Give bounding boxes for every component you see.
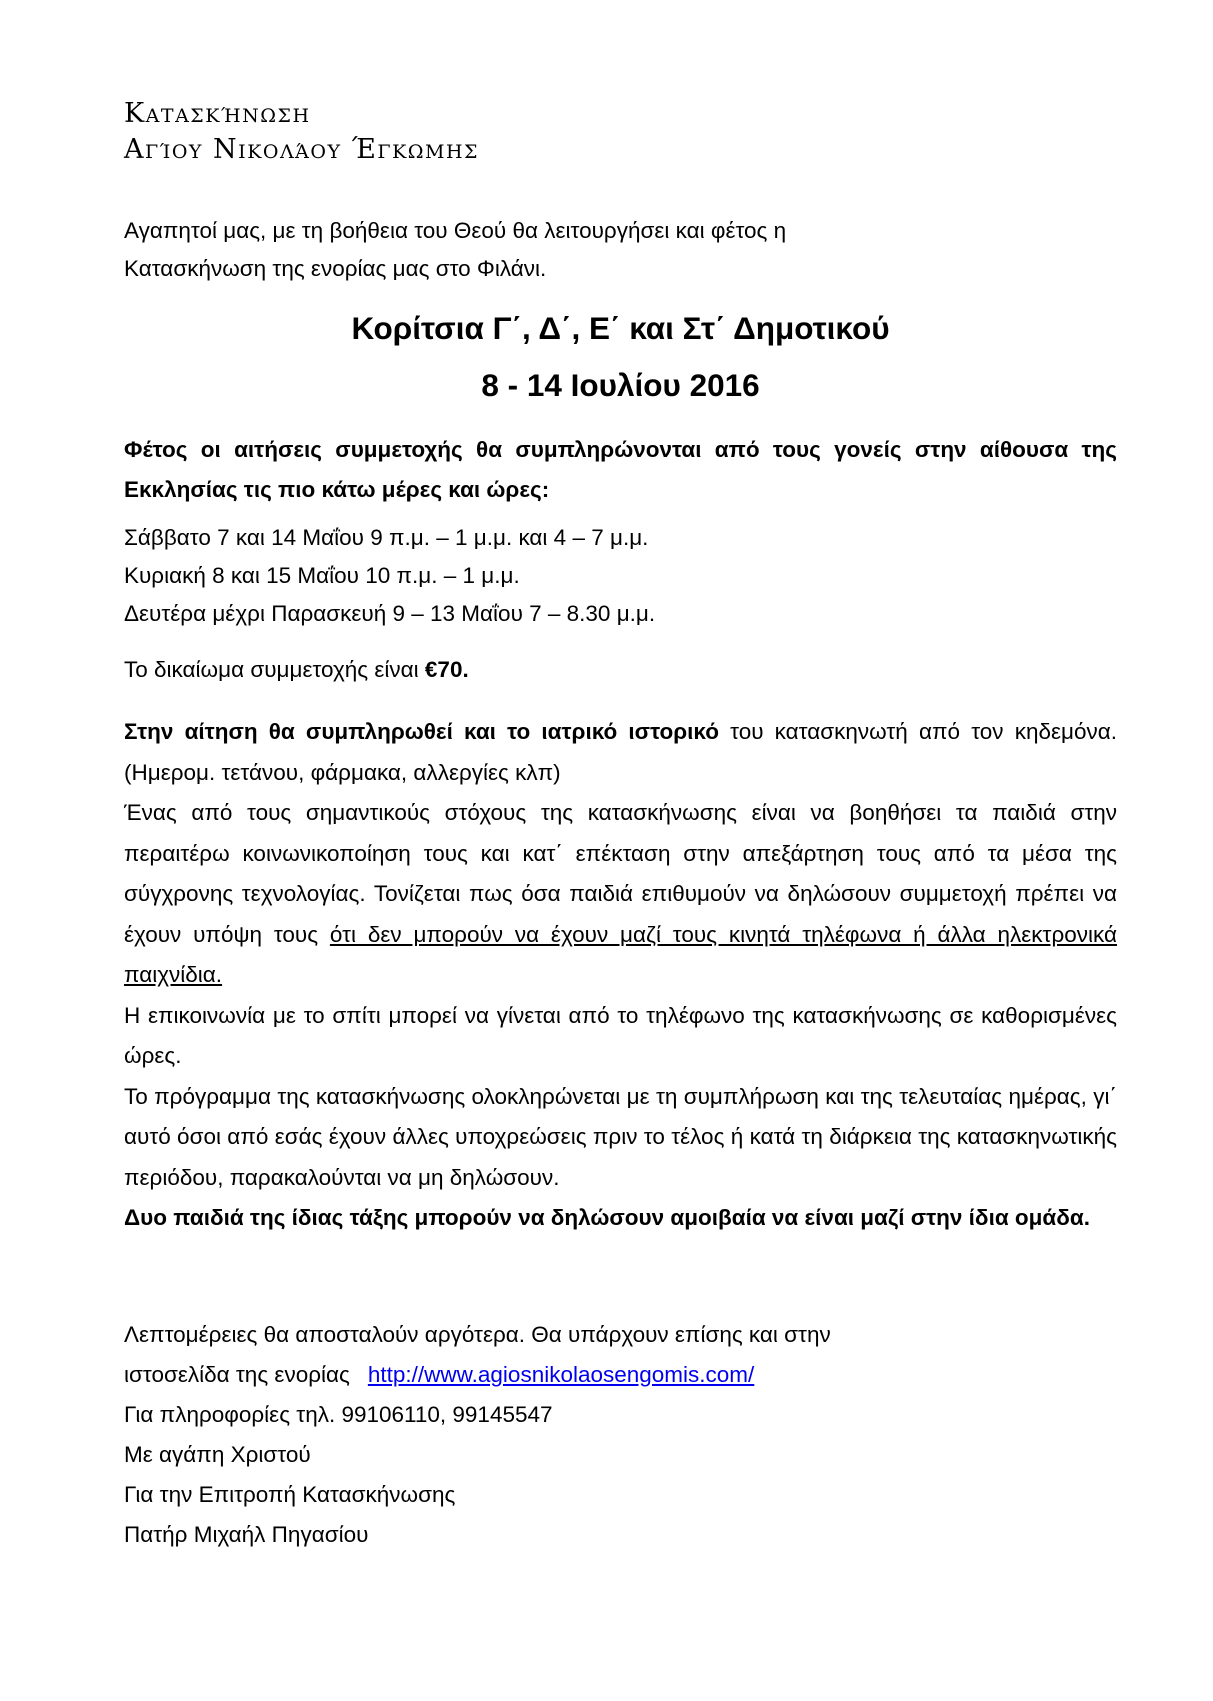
website-link[interactable]: http://www.agiosnikolaosengomis.com/ <box>367 1362 755 1387</box>
signature-line: Πατήρ Μιχαήλ Πηγασίου <box>124 1522 369 1547</box>
intro-line-2: Κατασκήνωση της ενορίας μας στο Φιλάνι. <box>124 256 547 281</box>
goal-underlined: ότι δεν μπορούν να έχουν μαζί τους κινητά τηλέφωνα ή άλλα ηλεκτρονικά παιχνίδια. <box>124 921 1117 987</box>
schedule-item: Δευτέρα μέχρι Παρασκευή 9 – 13 Μαΐου 7 – 8.30 μ.μ. <box>124 601 656 626</box>
program-paragraph: Το πρόγραμμα της κατασκήνωσης ολοκληρώνεται με τη συμπλήρωση και της τελευταίας ημέρας, γι΄ αυτό όσοι από εσάς έχουν άλλες υποχρεώσεις πριν το τέλος ή κατά τη διάρκεια της κατασκηνωτικής περιόδου, παρακαλούνται να μη δηλώσουν. <box>124 1083 1117 1190</box>
medical-rest: του κατασκηνωτή από τον κηδεμόνα. (Ημερομ. τετάνου, φάρμακα, αλλεργίες κλπ) <box>124 719 1117 785</box>
applications-paragraph: Φέτος οι αιτήσεις συμμετοχής θα συμπληρώνονται από τους γονείς στην αίθουσα της Εκκλησίας τις πιο κάτω μέρες και ώρες: <box>124 437 1117 502</box>
body-section <box>124 712 1117 1239</box>
pairs-paragraph: Δυο παιδιά της ίδιας τάξης μπορούν να δηλώσουν αμοιβαία να είναι μαζί στην ίδια ομάδα. <box>124 1205 1090 1230</box>
medical-bold: Στην αίτηση θα συμπληρωθεί και το ιατρικό ιστορικό <box>124 719 719 744</box>
schedule-list <box>124 519 1117 633</box>
contact-paragraph: Η επικοινωνία με το σπίτι μπορεί να γίνεται από το τηλέφωνο της κατασκήνωσης σε καθορισμένες ώρες. <box>124 1002 1117 1068</box>
goal-text: Ένας από τους σημαντικούς στόχους της κατασκήνωσης είναι να βοηθήσει τα παιδιά στην περαιτέρω κοινωνικοποίηση τους και κατ΄ επέκταση στην απεξάρτηση τους από τα μέσα της σύγχρονης τεχνολογίας. Τονίζεται πως όσα παιδιά επιθυμούν να δηλώσουν συμμετοχή πρέπει να έχουν υπόψη τους <box>124 800 1117 947</box>
medical-paragraph <box>124 712 1117 793</box>
fee-paragraph <box>124 652 1117 688</box>
event-dates: 8 - 14 Ιουλίου 2016 <box>481 367 760 403</box>
details-text: ιστοσελίδα της ενορίας <box>124 1362 350 1387</box>
committee-line: Για την Επιτροπή Κατασκήνωσης <box>124 1482 456 1507</box>
details-line-1: Λεπτομέρειες θα αποσταλούν αργότερα. Θα υπάρχουν επίσης και στην <box>124 1322 831 1347</box>
details-line-2 <box>124 1355 1117 1395</box>
header-line-1: Κατασκήνωση <box>124 98 311 129</box>
schedule-item: Σάββατο 7 και 14 Μαΐου 9 π.μ. – 1 μ.μ. και 4 – 7 μ.μ. <box>124 525 649 550</box>
schedule-item: Κυριακή 8 και 15 Μαΐου 10 π.μ. – 1 μ.μ. <box>124 563 520 588</box>
camp-header <box>124 96 479 168</box>
phones-line: Για πληροφορίες τηλ. 99106110, 99145547 <box>124 1402 553 1427</box>
closing-section <box>124 1315 1117 1555</box>
intro-paragraph <box>124 212 1117 288</box>
intro-line-1: Αγαπητοί μας, με τη βοήθεια του Θεού θα λειτουργήσει και φέτος η <box>124 218 787 243</box>
greeting-line: Με αγάπη Χριστού <box>124 1442 311 1467</box>
event-title: Κορίτσια Γ΄, Δ΄, Ε΄ και Στ΄ Δημοτικού <box>351 310 890 346</box>
goal-paragraph <box>124 793 1117 996</box>
fee-label: Το δικαίωμα συμμετοχής είναι <box>124 657 425 682</box>
header-line-2: Αγίου Νικολάου Έγκωμης <box>124 134 479 165</box>
fee-amount: €70. <box>424 657 469 682</box>
